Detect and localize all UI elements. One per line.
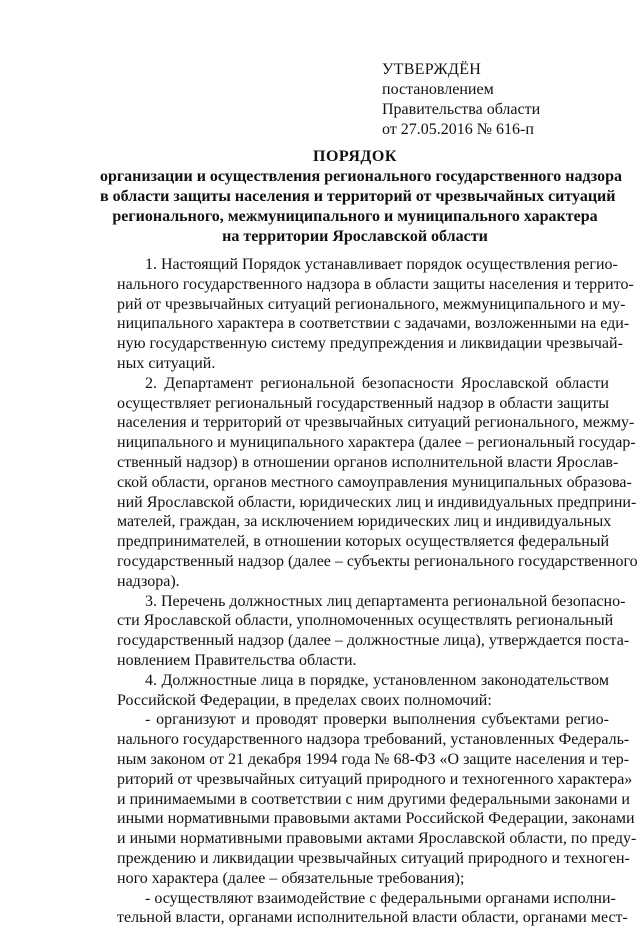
title-main: ПОРЯДОК	[313, 148, 397, 165]
title-line: на территории Ярославской области	[222, 228, 488, 245]
body-line: ственный надзор) в отношении органов исполнительной власти Ярослав-	[117, 453, 619, 471]
body-line: ных ситуаций.	[117, 354, 216, 372]
body-line: мателей, граждан, за исключением юридических лиц и индивидуальных	[117, 513, 612, 531]
approval-line: постановлением	[382, 81, 494, 98]
body-line: предпринимателей, в отношении которых осуществляется федеральный	[117, 533, 610, 551]
approval-heading: УТВЕРЖДЁН	[382, 61, 482, 78]
body-line: и принимаемыми в соответствии с ним другими федеральными законами и	[117, 790, 630, 808]
body-line: рий от чрезвычайных ситуаций регионального, межмуниципального и му-	[117, 295, 626, 313]
body-line: 4. Должностные лица в порядке, установленном законодательством	[145, 671, 609, 689]
body-line: нального государственного надзора в области защиты населения и террито-	[117, 275, 634, 293]
document-title	[100, 147, 623, 247]
body-line: - осуществляют взаимодействие с федеральными органами исполни-	[145, 889, 616, 907]
body-line: ниципального характера в соответствии с задачами, возложенными на еди-	[117, 315, 630, 333]
body-line: ний Ярославской области, юридических лиц и индивидуальных предприни-	[117, 493, 637, 511]
body-line: иными нормативными правовыми актами Российской Федерации, законами	[117, 810, 635, 828]
body-line: Российской Федерации, в пределах своих полномочий:	[117, 691, 492, 709]
body-line: риторий от чрезвычайных ситуаций природного и техногенного характера»	[117, 770, 633, 788]
body-line: тельной власти, органами исполнительной власти области, органами мест-	[117, 909, 628, 927]
approval-line: от 27.05.2016 № 616-п	[382, 121, 534, 138]
body-line: населения и территорий от чрезвычайных ситуаций регионального, межму-	[117, 414, 635, 432]
title-line: организации и осуществления регионального государственного надзора	[100, 168, 623, 185]
document-body	[117, 255, 638, 928]
body-line: новлением Правительства области.	[117, 651, 357, 669]
body-line: преждению и ликвидации чрезвычайных ситуаций природного и техноген-	[117, 849, 630, 867]
approval-block	[382, 60, 540, 140]
title-line: регионального, межмуниципального и муниципального характера	[112, 208, 598, 225]
body-line: надзора).	[117, 572, 180, 590]
body-line: ской области, органов местного самоуправления муниципальных образова-	[117, 473, 632, 491]
body-line: и иными нормативными правовыми актами Ярославской области, по преду-	[117, 830, 637, 848]
body-line: ную государственную систему предупреждения и ликвидации чрезвычай-	[117, 335, 623, 353]
body-line: государственный надзор (далее – субъекты регионального государственного	[117, 552, 638, 570]
body-line: 3. Перечень должностных лиц департамента региональной безопасно-	[145, 592, 626, 610]
body-line: ниципального и муниципального характера (далее – региональный государ-	[117, 434, 636, 452]
body-line: 1. Настоящий Порядок устанавливает порядок осуществления регио-	[145, 256, 618, 273]
title-line: в области защиты населения и территорий от чрезвычайных ситуаций	[100, 188, 616, 205]
body-line: ным законом от 21 декабря 1994 года № 68-ФЗ «О защите населения и тер-	[117, 750, 630, 768]
approval-line: Правительства области	[382, 101, 541, 118]
body-line: сти Ярославской области, уполномоченных осуществлять региональный	[117, 612, 614, 630]
body-line: ного характера (далее – обязательные требования);	[117, 869, 465, 887]
body-line: нального государственного надзора требований, установленных Федераль-	[117, 731, 630, 749]
body-line: 2. Департамент региональной безопасности Ярославской области	[145, 374, 609, 392]
body-line: государственный надзор (далее – должностные лица), утверждается поста-	[117, 632, 630, 650]
body-line: осуществляет региональный государственный надзор в области защиты	[117, 394, 609, 412]
body-line: - организуют и проводят проверки выполнения субъектами регио-	[145, 711, 609, 729]
